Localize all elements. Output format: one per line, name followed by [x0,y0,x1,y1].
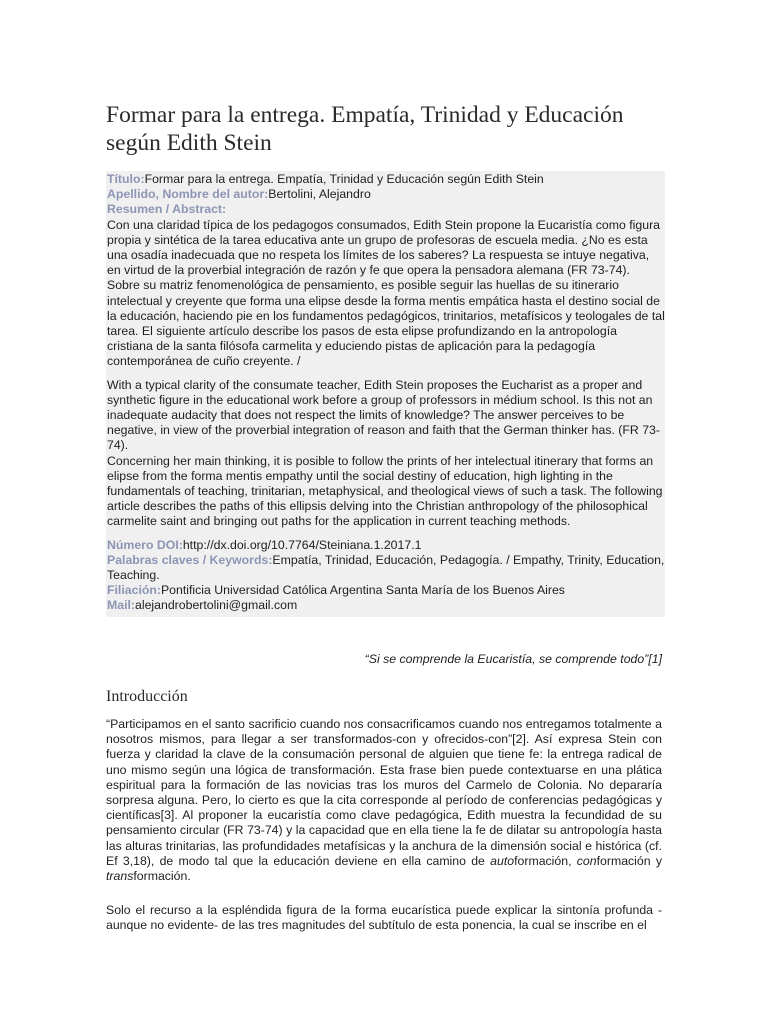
epigraph-text: “Si se comprende la Eucaristía, se comprende todo” [364,652,649,666]
meta-abstract-label: Resumen / Abstract: [107,202,227,217]
intro-paragraph-1 [106,717,662,884]
meta-title-value: Formar para la entrega. Empatía, Trinidad y Educación según Edith Stein [144,172,544,186]
meta-doi-value[interactable]: http://dx.doi.org/10.7764/Steiniana.1.2017.1 [182,537,422,552]
intro-p1-s3: formación. [133,869,191,884]
meta-author-label: Apellido, Nombre del autor: [107,187,269,202]
meta-author-line [107,187,665,202]
intro-p1-auto: auto [490,853,515,868]
intro-p1-trans: trans [106,869,134,884]
meta-keywords-value: Empatía, Trinidad, Educación, Pedagogía. / Empathy, Trinity, Education, Teaching. [107,552,665,583]
intro-p1-s2: formación y [596,853,662,868]
intro-p1-con: con [576,853,597,868]
abstract-es-p1: Con una claridad típica de los pedagogos consumados, Edith Stein propone la Eucaristía como figura propia y sintética de la tarea educativa ante un grupo de profesoras de escuela media. ¿No es esta una osadía inadecuada que no respeta los límites de los saberes? La respuesta se intuye negativa, en virtud de la proverbial integración de razón y fe que opera la pensadora alemana (FR 73-74). [107,217,661,278]
meta-doi-line [107,538,665,553]
abstract-en-p1: With a typical clarity of the consumate teacher, Edith Stein proposes the Eucharist as a proper and synthetic figure in the educational work before a group of professors in médium school. Is this not an inadequate audacity that does not respect the limits of knowledge? The answer perceives to be negative, in view of the proverbial integration of reason and faith that the German thinker has. (FR 73-74). [107,377,660,453]
meta-mail-line [107,598,665,613]
footnote-ref-1[interactable]: [1] [648,652,662,666]
meta-mail-label: Mail: [107,598,136,613]
meta-doi-label: Número DOI: [107,537,183,552]
section-heading-intro: Introducción [106,688,188,705]
meta-affiliation-value: Pontificia Universidad Católica Argentina Santa María de los Buenos Aires [160,583,565,598]
meta-affiliation-label: Filiación: [107,583,161,598]
intro-paragraph-2: Solo el recurso a la espléndida figura de la forma eucarística puede explicar la sintonía profunda -aunque no evidente- de las tres magnitudes del subtítulo de esta ponencia, la cual se inscribe en el [106,903,662,933]
document-title: Formar para la entrega. Empatía, Trinidad y Educación según Edith Stein [106,102,624,156]
abstract-es-p2: Sobre su matriz fenomenológica de pensamiento, es posible seguir las huellas de su itinerario intelectual y creyente que forma una elipse desde la forma mentis empática hasta el destino social de la educación, haciendo pie en los fundamentos pedagógicos, trinitarios, metafísicos y teologales de tal tarea. El siguiente artículo describe los pasos de esta elipse profundizando en la antropología cristiana de la santa filósofa carmelita y educiendo pistas de aplicación para la pedagogía contemporánea de cuño creyente. / [107,278,665,369]
meta-title-line [107,172,665,187]
abstract-en-p2: Concerning her main thinking, it is posible to follow the prints of her intelectual itinerary that forms an elipse from the forma mentis empathy until the social destiny of education, high lighting in the fundamentals of teaching, trinitarian, metaphysical, and theological views of such a task. The following article describes the paths of this ellipsis delving into the Christian anthropology of the philosophical carmelite saint and bringing out paths for the application in current teaching methods. [107,453,663,529]
meta-author-value: Bertolini, Alejandro [268,187,371,202]
metadata-box [106,171,665,617]
meta-mail-value[interactable]: alejandrobertolini@gmail.com [135,598,298,613]
meta-keywords-line [107,553,665,583]
meta-affiliation-line [107,583,665,598]
meta-keywords-label: Palabras claves / Keywords: [107,552,273,567]
epigraph-quote [106,652,662,667]
meta-title-label: Título: [107,172,145,186]
intro-p1-s1: formación, [514,853,577,868]
intro-p1-text: “Participamos en el santo sacrificio cuando nos consacrificamos cuando nos entregamos totalmente a nosotros mismos, para llegar a ser transformados-con y ofrecidos-con”[2]. Así expresa Stein con fuerza y claridad la clave de la consumación personal de alguien que tiene fe: la entrega radical de uno mismo según una lógica de transformación. Esta frase bien puede contextuarse en una plática espiritual para la formación de las novicias tras los muros del Carmelo de Colonia. No depararía sorpresa alguna. Pero, lo cierto es que la cita corresponde al período de conferencias pedagógicas y científicas[3]. Al proponer la eucaristía como clave pedagógica, Edith muestra la fecundidad de su pensamiento circular (FR 73-74) y la capacidad que en ella tiene la fe de dilatar su antropología hasta las alturas trinitarias, las profundidades metafísicas y la anchura de la dimensión social e histórica (cf. Ef 3,18), de modo tal que la educación deviene en ella camino de [106,717,662,868]
